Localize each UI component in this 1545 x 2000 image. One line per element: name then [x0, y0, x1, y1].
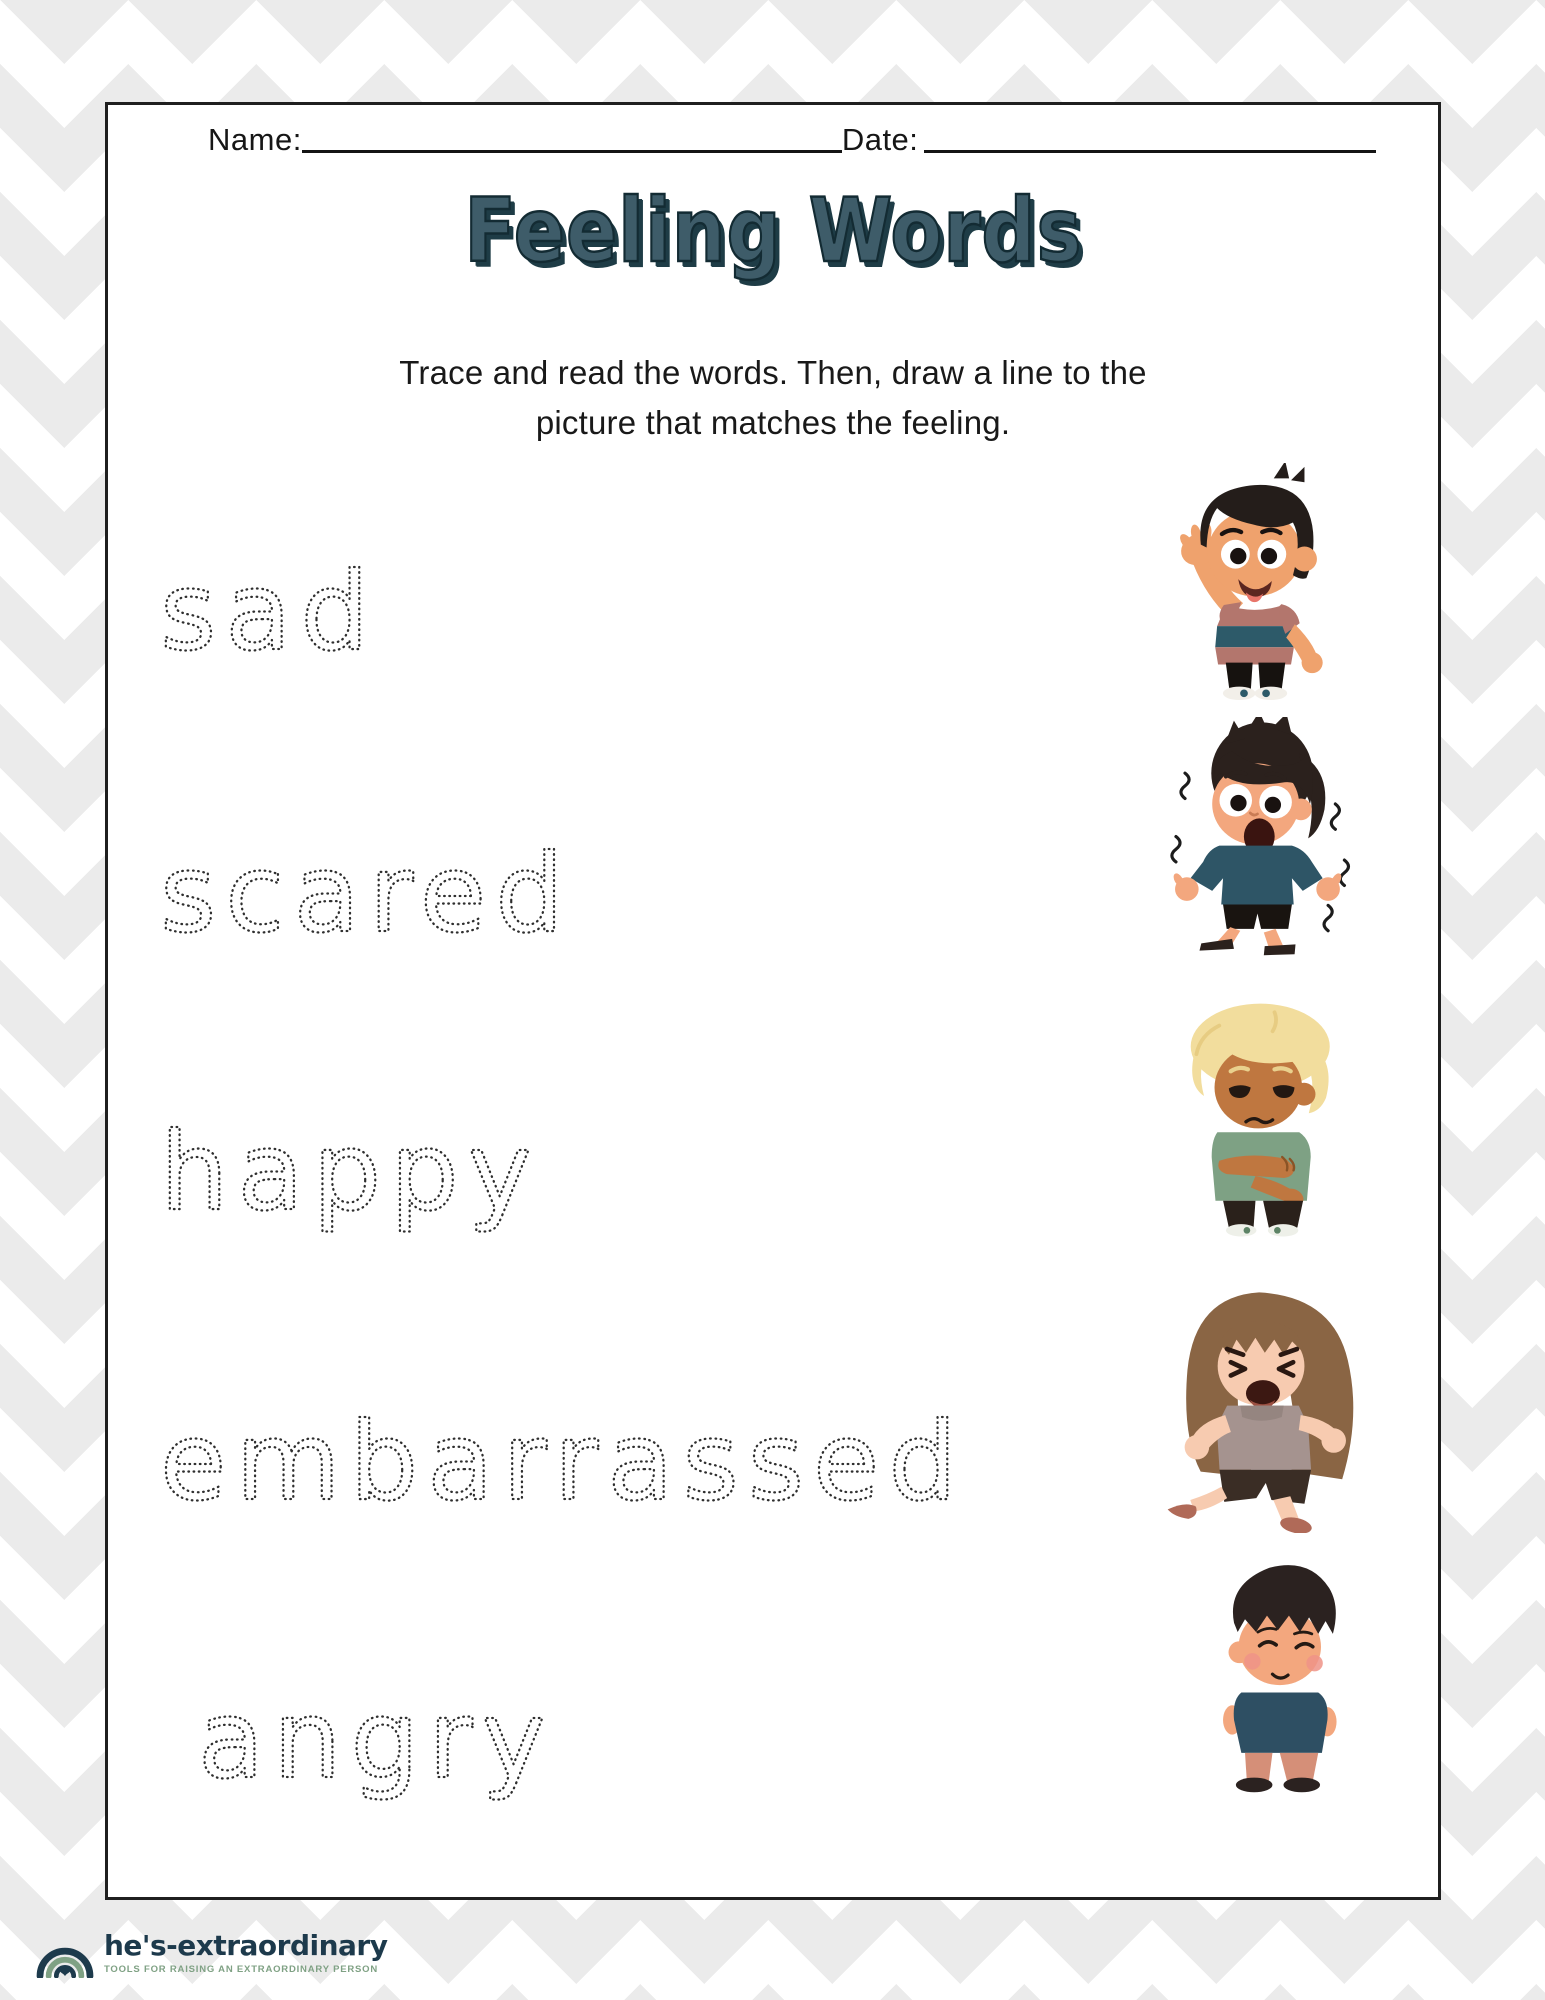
date-field [842, 121, 1377, 158]
svg-text:scared: scared [160, 832, 573, 957]
brand-footer [36, 1928, 388, 1978]
picture-happy-waving-boy [1158, 463, 1354, 701]
brand-tagline: TOOLS FOR RAISING AN EXTRAORDINARY PERSON [104, 1963, 379, 1975]
picture-scared-trembling-boy [1136, 717, 1388, 957]
instructions-line-1: Trace and read the words. Then, draw a line to the [399, 354, 1147, 391]
name-blank-line [302, 150, 842, 153]
instructions [108, 348, 1438, 448]
date-blank-line [924, 150, 1376, 153]
date-label: Date: [841, 122, 919, 157]
happy-boy-illustration [1158, 463, 1354, 701]
name-label: Name: [208, 122, 302, 157]
name-field [208, 121, 842, 158]
scared-boy-illustration [1136, 717, 1388, 957]
svg-text:angry: angry [198, 1678, 555, 1803]
trace-word-happy [154, 1103, 774, 1275]
instructions-line-2: picture that matches the feeling. [535, 404, 1011, 442]
picture-angry-stomping-girl [1132, 1283, 1392, 1533]
svg-text:sad: sad [160, 550, 379, 675]
worksheet-title: Feeling Words [463, 179, 1083, 282]
trace-word-scared [154, 825, 774, 997]
trace-word-angry [192, 1671, 812, 1843]
brand-text [104, 1931, 388, 1974]
brand-name: he's-extraordinary [104, 1929, 388, 1963]
sad-boy-illustration [1152, 997, 1378, 1237]
embarrassed-boy-illustration [1172, 1557, 1394, 1795]
worksheet-card [105, 102, 1441, 1900]
trace-word-sad [154, 543, 674, 715]
header-row [208, 121, 1350, 158]
svg-text:happy: happy [160, 1110, 541, 1235]
trace-word-embarrassed [154, 1393, 1094, 1565]
picture-sad-boy-arms-crossed [1152, 997, 1378, 1237]
picture-embarrassed-shy-boy [1172, 1557, 1394, 1795]
svg-text:embarrassed: embarrassed [160, 1400, 967, 1525]
angry-girl-illustration [1132, 1283, 1392, 1533]
rainbow-logo-icon [36, 1928, 94, 1978]
